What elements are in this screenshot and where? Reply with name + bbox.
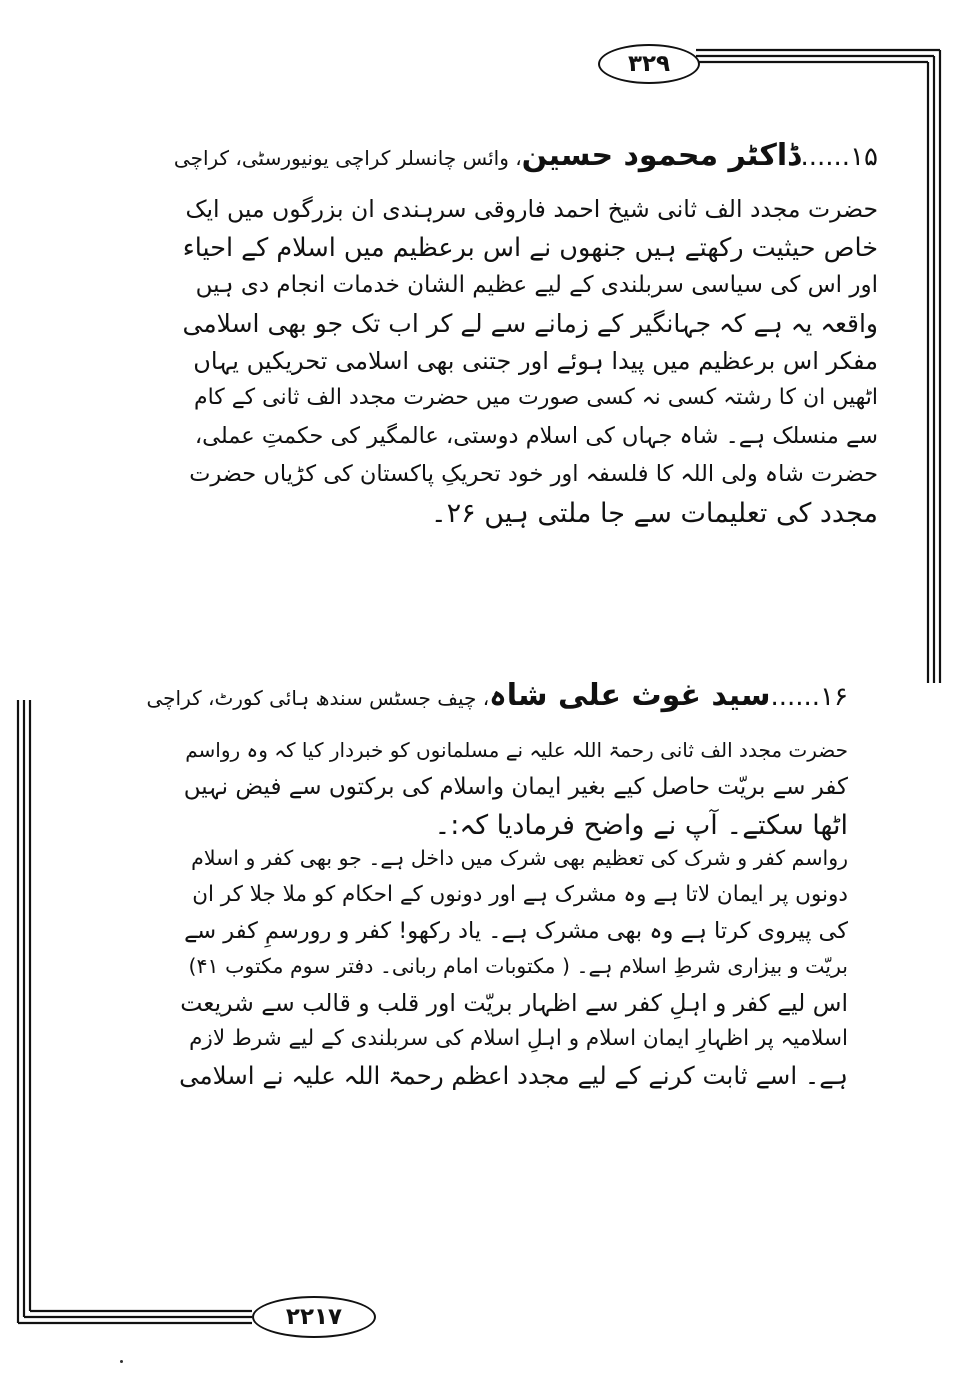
text-line: مفکر اس برعظیم میں پیدا ہوئے اور جتنی بھی اسلامی تحریکیں یہاں (193, 347, 878, 376)
section-heading (174, 138, 878, 173)
page-number-top: ۳۲۹ (598, 44, 700, 84)
text-line: خاص حیثیت رکھتے ہیں جنھوں نے اس برعظیم میں اسلام کے احیاء (182, 232, 878, 263)
text-line: کفر سے بریّت حاصل کیے بغیر ایمان واسلام کی برکتوں سے فیض نہیں (183, 774, 848, 800)
page-number-bottom: ۲۲۱۷ (252, 1296, 376, 1338)
text-line: دونوں پر ایمان لاتا ہے وہ مشرک ہے اور دونوں کے احکام کو ملا جلا کر ان (192, 882, 848, 907)
text-line: سے منسلک ہے۔ شاہ جہاں کی اسلام دوستی، عالمگیر کی حکمتِ عملی، (194, 422, 878, 449)
text-line: ہے۔ اسے ثابت کرنے کے لیے مجدد اعظم رحمۃ اللہ علیہ نے اسلامی (179, 1061, 848, 1090)
text-line: حضرت مجدد الف ثانی شیخ احمد فاروقی سرہندی ان بزرگوں میں ایک (185, 195, 878, 223)
person-title: ، وائس چانسلر کراچی یونیورسٹی، کراچی (173, 146, 522, 170)
text-line: بریّت و بیزاری شرطِ اسلام ہے۔ ( مکتوبات امام ربانی۔ دفتر سوم مکتوب ۴۱) (188, 954, 848, 978)
text-line: کی پیروی کرتا ہے وہ بھی مشرک ہے۔ یاد رکھو! کفر و رورسمِ کفر سے (184, 918, 848, 944)
scan-speck (120, 1360, 123, 1363)
text-line: حضرت مجدد الف ثانی رحمۃ اللہ علیہ نے مسلمانوں کو خبردار کیا کہ وہ رواسم (185, 738, 848, 762)
person-title: ، چیف جسٹس سندھ ہائی کورٹ، کراچی (146, 686, 490, 710)
section-body (182, 195, 878, 538)
section-number: ۱۶...... (770, 682, 848, 712)
person-name: سید غوث علی شاہ (489, 678, 771, 713)
section-heading (146, 678, 848, 713)
text-line: اس لیے کفر و اہلِ کفر سے اظہار بریّت اور قلب و قالب سے شریعت (180, 989, 848, 1017)
text-line: اٹھا سکتے۔ آپ نے واضح فرمادیا کہ:۔ (434, 810, 848, 841)
text-line: اٹھیں ان کا رشتہ کسی نہ کسی صورت میں حضرت مجدد الف ثانی کے کام (193, 384, 878, 410)
text-line: اور اس کی سیاسی سربلندی کے لیے عظیم الشان خدمات انجام دی ہیں (195, 271, 878, 298)
text-line: حضرت شاہ ولی اللہ کا فلسفہ اور خود تحریکِ پاکستان کی کڑیاں حضرت (189, 460, 878, 487)
section-body (178, 740, 848, 1100)
person-name: ڈاکٹر محمود حسین (521, 138, 801, 173)
section-number: ۱۵...... (800, 142, 878, 172)
text-line: واقعہ یہ ہے کہ جہانگیر کے زمانے سے لے کر اب تک جو بھی اسلامی (182, 309, 878, 339)
text-line: اسلامیہ پر اظہارِ ایمان اسلام و اہلِ اسلام کی سربلندی کے لیے شرط لازم (189, 1026, 848, 1051)
text-line: مجدد کی تعلیمات سے جا ملتی ہیں ۲۶۔ (430, 498, 878, 530)
text-line: رواسم کفر و شرک کی تعظیم بھی شرک میں داخل ہے۔ جو بھی کفر و اسلام (191, 846, 848, 870)
